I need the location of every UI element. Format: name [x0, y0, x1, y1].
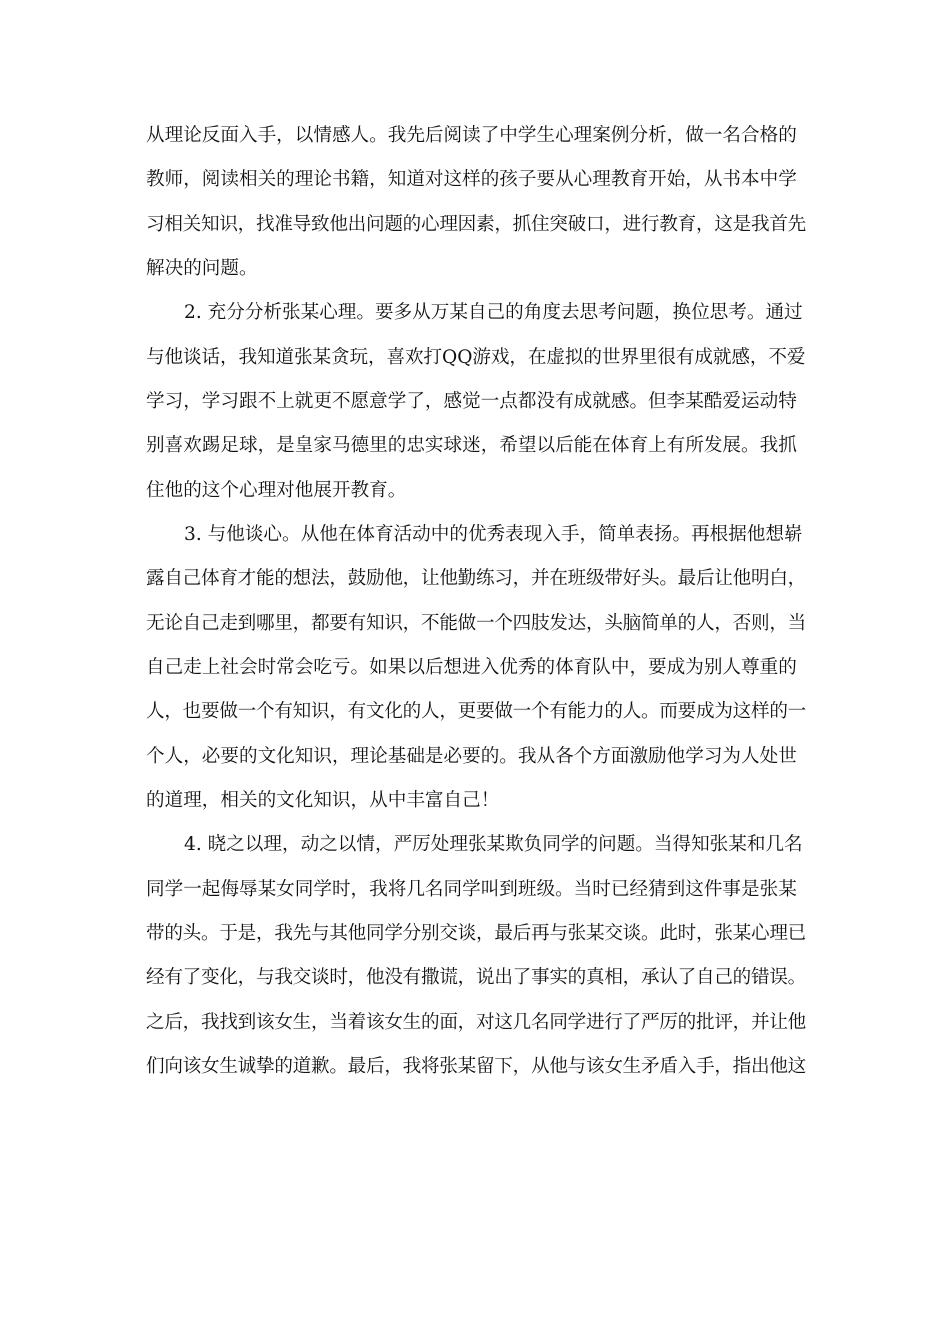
- text-line: 个人，必要的文化知识，理论基础是必要的。我从各个方面激励他学习为人处世: [146, 746, 797, 767]
- text-line: 们向该女生诚挚的道歉。最后，我将张某留下，从他与该女生矛盾入手，指出他这: [146, 1056, 806, 1077]
- text-line: 2. 充分分析张某心理。要多从万某自己的角度去思考问题，换位思考。通过: [184, 302, 803, 323]
- text-line: 学习，学习跟不上就更不愿意学了，感觉一点都没有成就感。但李某酷爱运动特: [146, 391, 797, 412]
- text-line: 带的头。于是，我先与其他同学分别交谈，最后再与张某交谈。此时，张某心理已: [146, 923, 806, 944]
- text-line: 自己走上社会时常会吃亏。如果以后想进入优秀的体育队中，要成为别人尊重的: [146, 657, 797, 678]
- text-line: 4. 晓之以理，动之以情，严厉处理张某欺负同学的问题。当得知张某和几名: [184, 834, 803, 855]
- text-line: 经有了变化，与我交谈时，他没有撒谎，说出了事实的真相，承认了自己的错误。: [146, 967, 806, 988]
- text-line: 解决的问题。: [146, 258, 258, 279]
- text-line: 别喜欢踢足球，是皇家马德里的忠实球迷，希望以后能在体育上有所发展。我抓: [146, 435, 797, 456]
- text-line: 住他的这个心理对他展开教育。: [146, 480, 407, 501]
- text-line: 人，也要做一个有知识，有文化的人，更要做一个有能力的人。而要成为这样的一: [146, 701, 806, 722]
- text-line: 从理论反面入手，以情感人。我先后阅读了中学生心理案例分析，做一名合格的: [146, 125, 797, 146]
- text-line: 之后，我找到该女生，当着该女生的面，对这几名同学进行了严厉的批评，并让他: [146, 1012, 806, 1033]
- text-line: 同学一起侮辱某女同学时，我将几名同学叫到班级。当时已经猜到这件事是张某: [146, 879, 797, 900]
- text-line: 与他谈话，我知道张某贪玩，喜欢打QQ游戏，在虚拟的世界里很有成就感，不爱: [146, 347, 806, 368]
- text-line: 教师，阅读相关的理论书籍，知道对这样的孩子要从心理教育开始，从书本中学: [146, 169, 797, 190]
- text-line: 露自己体育才能的想法，鼓励他，让他勤练习，并在班级带好头。最后让他明白，: [146, 568, 806, 589]
- text-line: 3. 与他谈心。从他在体育活动中的优秀表现入手，简单表扬。再根据他想崭: [184, 524, 803, 545]
- text-line: 无论自己走到哪里，都要有知识，不能做一个四肢发达，头脑简单的人，否则，当: [146, 613, 806, 634]
- text-line: 习相关知识，找准导致他出问题的心理因素，抓住突破口，进行教育，这是我首先: [146, 214, 806, 235]
- text-line: 的道理，相关的文化知识，从中丰富自己！: [146, 790, 500, 811]
